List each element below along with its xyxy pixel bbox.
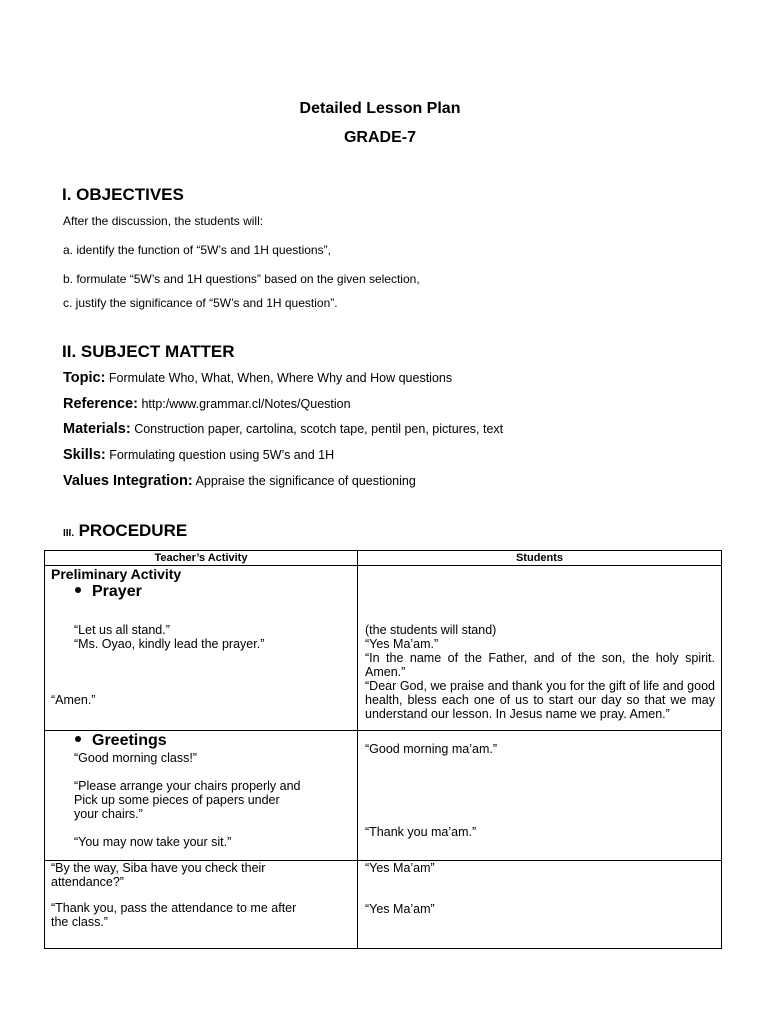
- skills-value: Formulating question using 5W’s and 1H: [109, 448, 335, 462]
- grade-label: GRADE-7: [343, 129, 416, 146]
- bullet-icon: [75, 587, 81, 593]
- teacher-line: “Amen.”: [51, 693, 96, 707]
- student-paragraph: “In the name of the Father, and of the son, the holy spirit. Amen.”: [365, 651, 715, 679]
- table-row: [45, 566, 722, 731]
- skills-line: [63, 447, 334, 463]
- topic-line: [63, 370, 452, 386]
- teacher-cell: [45, 861, 358, 949]
- prayer-bullet: [75, 585, 142, 599]
- materials-value: Construction paper, cartolina, scotch tape, pentil pen, pictures, text: [134, 422, 504, 436]
- teacher-line: “Thank you, pass the attendance to me after: [51, 901, 297, 915]
- objective-item: b. formulate “5W’s and 1H questions” based on the given selection,: [63, 272, 420, 286]
- procedure-roman: III.: [63, 528, 75, 539]
- greetings-label: Greetings: [92, 732, 167, 749]
- reference-value: http:/www.grammar.cl/Notes/Question: [141, 397, 351, 411]
- teacher-line: the class.”: [51, 915, 108, 929]
- student-line: “Yes Ma’am”: [365, 902, 435, 916]
- preliminary-activity-label: Preliminary Activity: [51, 566, 182, 582]
- procedure-heading: [63, 521, 187, 541]
- student-line: “Good morning ma’am.”: [365, 742, 497, 756]
- teacher-line: “Ms. Oyao, kindly lead the prayer.”: [74, 637, 265, 651]
- table-row: [45, 731, 722, 861]
- procedure-title: PROCEDURE: [78, 521, 188, 540]
- reference-line: [63, 396, 351, 412]
- student-paragraph: “Dear God, we praise and thank you for the gift of life and good health, bless each one of us to start our day so that we may understand our lesson. In Jesus name we pray. Amen.”: [365, 679, 715, 721]
- student-line: “Thank you ma’am.”: [365, 825, 477, 839]
- student-line: (the students will stand): [365, 623, 497, 637]
- teacher-line: “Good morning class!”: [74, 751, 197, 765]
- greetings-bullet: [75, 734, 167, 748]
- objective-item: c. justify the significance of “5W’s and 1H question”.: [63, 296, 338, 310]
- procedure-table: [44, 550, 722, 949]
- teacher-line: “By the way, Siba have you check their: [51, 861, 266, 875]
- teacher-line: “Let us all stand.”: [74, 623, 170, 637]
- student-line: “Yes Ma’am.”: [365, 637, 439, 651]
- prayer-label: Prayer: [92, 583, 142, 600]
- teacher-line: “You may now take your sit.”: [74, 835, 232, 849]
- students-cell: [358, 566, 722, 731]
- teacher-line: “Please arrange your chairs properly and: [74, 779, 301, 793]
- topic-label: Topic:: [63, 370, 106, 386]
- table-row: [45, 861, 722, 949]
- objectives-heading: I. OBJECTIVES: [62, 185, 184, 204]
- materials-label: Materials:: [63, 421, 131, 437]
- document-title: Detailed Lesson Plan: [299, 100, 461, 117]
- materials-line: [63, 421, 503, 437]
- bullet-icon: [75, 736, 81, 742]
- table-header-row: [45, 551, 722, 566]
- students-cell: [358, 731, 722, 861]
- students-cell: [358, 861, 722, 949]
- values-integration-value: Appraise the significance of questioning: [195, 474, 416, 488]
- values-integration-line: [63, 473, 416, 489]
- reference-label: Reference:: [63, 396, 138, 412]
- objectives-intro: After the discussion, the students will:: [63, 214, 264, 228]
- teacher-activity-header: Teacher’s Activity: [45, 551, 358, 566]
- values-integration-label: Values Integration:: [63, 473, 193, 489]
- topic-value: Formulate Who, What, When, Where Why and How questions: [108, 371, 453, 385]
- teacher-line: Pick up some pieces of papers under: [74, 793, 280, 807]
- student-line: “Yes Ma’am”: [365, 861, 435, 875]
- objective-item: a. identify the function of “5W’s and 1H questions”,: [63, 243, 331, 257]
- teacher-cell: [45, 731, 358, 861]
- students-header: Students: [358, 551, 722, 566]
- teacher-line: your chairs.”: [74, 807, 143, 821]
- teacher-cell: [45, 566, 358, 731]
- skills-label: Skills:: [63, 447, 106, 463]
- teacher-line: attendance?”: [51, 875, 124, 889]
- subject-matter-heading: II. SUBJECT MATTER: [62, 342, 235, 361]
